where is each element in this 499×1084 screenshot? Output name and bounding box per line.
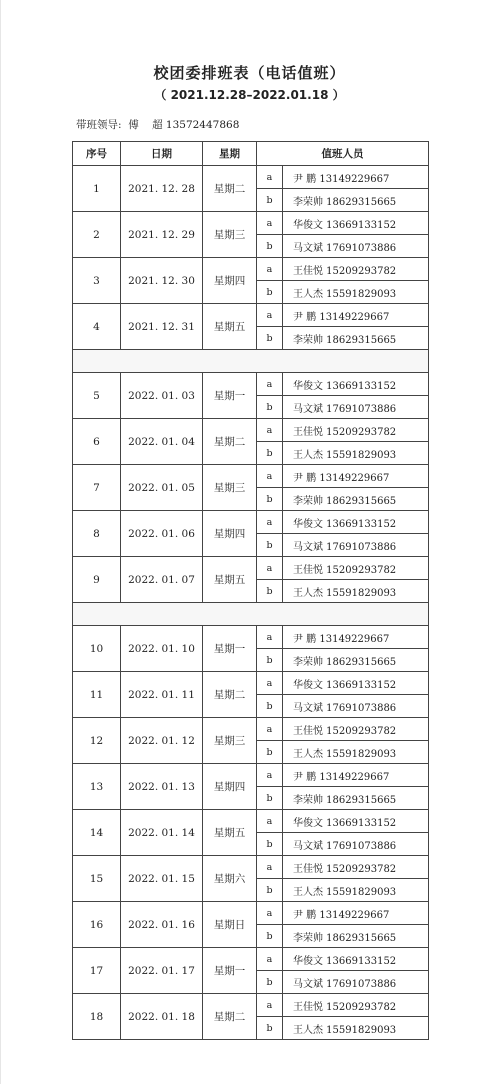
staff-b: 王人杰 15591829093 [283,879,429,902]
row-index: 2 [73,212,121,258]
schedule-row [73,764,429,787]
slot-label: b [257,327,283,350]
row-date: 2022. 01. 14 [121,810,203,856]
staff-a: 尹 鹏 13149229667 [283,166,429,189]
staff-a: 华俊文 13669133152 [283,948,429,971]
scan-edge [0,0,1,1084]
staff-a: 尹 鹏 13149229667 [283,902,429,925]
schedule-row [73,810,429,833]
schedule-row [73,258,429,281]
schedule-row [73,718,429,741]
schedule-row [73,994,429,1017]
row-weekday: 星期三 [203,465,257,511]
slot-label: a [257,948,283,971]
row-weekday: 星期二 [203,166,257,212]
staff-a: 尹 鹏 13149229667 [283,465,429,488]
slot-label: a [257,672,283,695]
schedule-row [73,304,429,327]
slot-label: a [257,465,283,488]
slot-label: a [257,373,283,396]
header-weekday: 星期 [203,142,257,166]
staff-b: 王人杰 15591829093 [283,1017,429,1040]
row-index: 9 [73,557,121,603]
slot-label: a [257,810,283,833]
row-weekday: 星期五 [203,810,257,856]
row-weekday: 星期三 [203,212,257,258]
row-date: 2022. 01. 15 [121,856,203,902]
schedule-row [73,166,429,189]
staff-a: 尹 鹏 13149229667 [283,764,429,787]
spacer-row [73,603,429,626]
row-index: 5 [73,373,121,419]
row-date: 2022. 01. 18 [121,994,203,1040]
schedule-row [73,948,429,971]
row-index: 13 [73,764,121,810]
staff-b: 马文斌 17691073886 [283,235,429,258]
staff-a: 华俊文 13669133152 [283,672,429,695]
schedule-row [73,672,429,695]
spacer-row [73,350,429,373]
slot-label: b [257,879,283,902]
schedule-row [73,856,429,879]
page-title: 校团委排班表（电话值班） [153,64,346,82]
slot-label: b [257,833,283,856]
schedule-row [73,511,429,534]
staff-a: 华俊文 13669133152 [283,810,429,833]
header-date: 日期 [121,142,203,166]
row-date: 2021. 12. 30 [121,258,203,304]
slot-label: b [257,281,283,304]
row-weekday: 星期日 [203,902,257,948]
row-index: 10 [73,626,121,672]
row-index: 17 [73,948,121,994]
row-weekday: 星期一 [203,948,257,994]
row-weekday: 星期五 [203,304,257,350]
row-weekday: 星期一 [203,373,257,419]
row-date: 2021. 12. 31 [121,304,203,350]
slot-label: b [257,488,283,511]
row-index: 1 [73,166,121,212]
row-date: 2022. 01. 04 [121,419,203,465]
staff-b: 马文斌 17691073886 [283,695,429,718]
slot-label: a [257,511,283,534]
row-index: 15 [73,856,121,902]
staff-a: 华俊文 13669133152 [283,373,429,396]
staff-b: 李荣帅 18629315665 [283,189,429,212]
staff-a: 华俊文 13669133152 [283,511,429,534]
row-date: 2021. 12. 28 [121,166,203,212]
page-subtitle: （ 2021.12.28–2022.01.18 ） [154,88,345,102]
slot-label: b [257,580,283,603]
staff-a: 华俊文 13669133152 [283,212,429,235]
slot-label: a [257,764,283,787]
staff-b: 王人杰 15591829093 [283,580,429,603]
slot-label: a [257,212,283,235]
slot-label: b [257,1017,283,1040]
slot-label: b [257,649,283,672]
slot-label: a [257,419,283,442]
slot-label: b [257,534,283,557]
staff-b: 马文斌 17691073886 [283,971,429,994]
row-weekday: 星期六 [203,856,257,902]
slot-label: a [257,258,283,281]
schedule-row [73,419,429,442]
slot-label: a [257,856,283,879]
row-date: 2022. 01. 03 [121,373,203,419]
header-staff: 值班人员 [257,142,429,166]
slot-label: a [257,166,283,189]
row-weekday: 星期五 [203,557,257,603]
row-weekday: 星期四 [203,764,257,810]
schedule-row [73,465,429,488]
row-index: 12 [73,718,121,764]
row-date: 2022. 01. 07 [121,557,203,603]
row-weekday: 星期二 [203,994,257,1040]
staff-a: 尹 鹏 13149229667 [283,304,429,327]
staff-b: 马文斌 17691073886 [283,833,429,856]
staff-a: 王佳悦 15209293782 [283,994,429,1017]
slot-label: b [257,442,283,465]
row-weekday: 星期二 [203,672,257,718]
schedule-table [72,141,429,1040]
slot-label: b [257,925,283,948]
staff-b: 李荣帅 18629315665 [283,925,429,948]
slot-label: b [257,971,283,994]
row-date: 2022. 01. 05 [121,465,203,511]
slot-label: a [257,626,283,649]
staff-a: 尹 鹏 13149229667 [283,626,429,649]
staff-b: 马文斌 17691073886 [283,534,429,557]
row-date: 2022. 01. 06 [121,511,203,557]
duty-leader: 带班领导: 傅 超 13572447868 [76,119,240,131]
row-index: 6 [73,419,121,465]
row-index: 3 [73,258,121,304]
slot-label: a [257,902,283,925]
staff-b: 王人杰 15591829093 [283,741,429,764]
slot-label: a [257,557,283,580]
row-index: 8 [73,511,121,557]
row-index: 16 [73,902,121,948]
row-index: 7 [73,465,121,511]
staff-b: 李荣帅 18629315665 [283,488,429,511]
row-index: 18 [73,994,121,1040]
staff-a: 王佳悦 15209293782 [283,258,429,281]
staff-b: 王人杰 15591829093 [283,442,429,465]
row-weekday: 星期四 [203,258,257,304]
row-date: 2022. 01. 13 [121,764,203,810]
slot-label: b [257,396,283,419]
schedule-body [73,166,429,1040]
row-date: 2022. 01. 12 [121,718,203,764]
row-index: 4 [73,304,121,350]
slot-label: b [257,235,283,258]
row-weekday: 星期三 [203,718,257,764]
staff-a: 王佳悦 15209293782 [283,856,429,879]
spacer-cell [73,603,429,626]
row-date: 2021. 12. 29 [121,212,203,258]
header-row [73,142,429,166]
staff-b: 李荣帅 18629315665 [283,787,429,810]
staff-a: 王佳悦 15209293782 [283,419,429,442]
slot-label: a [257,718,283,741]
schedule-row [73,212,429,235]
slot-label: b [257,189,283,212]
schedule-row [73,626,429,649]
staff-b: 马文斌 17691073886 [283,396,429,419]
header-index: 序号 [73,142,121,166]
staff-a: 王佳悦 15209293782 [283,718,429,741]
row-weekday: 星期一 [203,626,257,672]
schedule-row [73,902,429,925]
staff-b: 王人杰 15591829093 [283,281,429,304]
row-date: 2022. 01. 16 [121,902,203,948]
slot-label: b [257,741,283,764]
staff-a: 王佳悦 15209293782 [283,557,429,580]
row-date: 2022. 01. 11 [121,672,203,718]
row-index: 14 [73,810,121,856]
row-weekday: 星期四 [203,511,257,557]
spacer-cell [73,350,429,373]
schedule-row [73,373,429,396]
slot-label: a [257,994,283,1017]
row-index: 11 [73,672,121,718]
row-date: 2022. 01. 17 [121,948,203,994]
schedule-row [73,557,429,580]
slot-label: b [257,787,283,810]
staff-b: 李荣帅 18629315665 [283,649,429,672]
staff-b: 李荣帅 18629315665 [283,327,429,350]
slot-label: a [257,304,283,327]
row-weekday: 星期二 [203,419,257,465]
slot-label: b [257,695,283,718]
row-date: 2022. 01. 10 [121,626,203,672]
